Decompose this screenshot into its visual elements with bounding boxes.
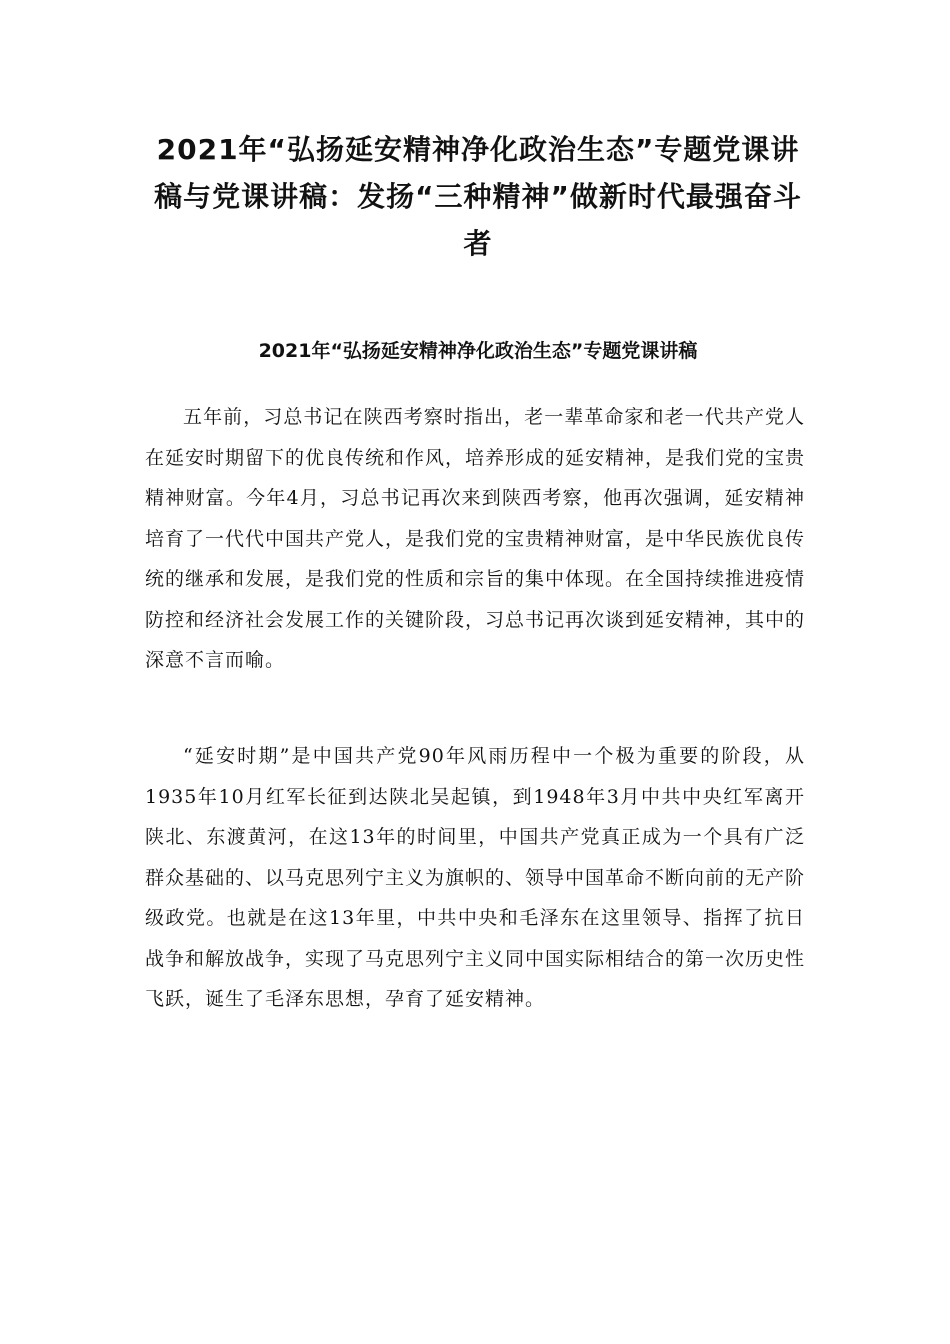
paragraph-2: “延安时期”是中国共产党90年风雨历程中一个极为重要的阶段，从1935年10月红军长征到达陕北吴起镇，到1948年3月中共中央红军离开陕北、东渡黄河，在这13年的时间里，中国共产党真正成为一个具有广泛群众基础的、以马克思列宁主义为旗帜的、领导中国革命不断向前的无产阶级政党。也就是在这13年里，中共中央和毛泽东在这里领导、指挥了抗日战争和解放战争，实现了马克思列宁主义同中国实际相结合的第一次历史性飞跃，诞生了毛泽东思想，孕育了延安精神。	[145, 745, 806, 1010]
paragraph-1: 五年前，习总书记在陕西考察时指出，老一辈革命家和老一代共产党人在延安时期留下的优良传统和作风，培养形成的延安精神，是我们党的宝贵精神财富。今年4月，习总书记再次来到陕西考察，他再次强调，延安精神培育了一代代中国共产党人，是我们党的宝贵精神财富，是中华民族优良传统的继承和发展，是我们党的性质和宗旨的集中体现。在全国持续推进疫情防控和经济社会发展工作的关键阶段，习总书记再次谈到延安精神，其中的深意不言而喻。	[145, 406, 806, 671]
document-title: 2021年“弘扬延安精神净化政治生态”专题党课讲稿与党课讲稿：发扬“三种精神”做新时代最强奋斗者	[154, 133, 802, 260]
section-title: 2021年“弘扬延安精神净化政治生态”专题党课讲稿	[258, 340, 698, 362]
